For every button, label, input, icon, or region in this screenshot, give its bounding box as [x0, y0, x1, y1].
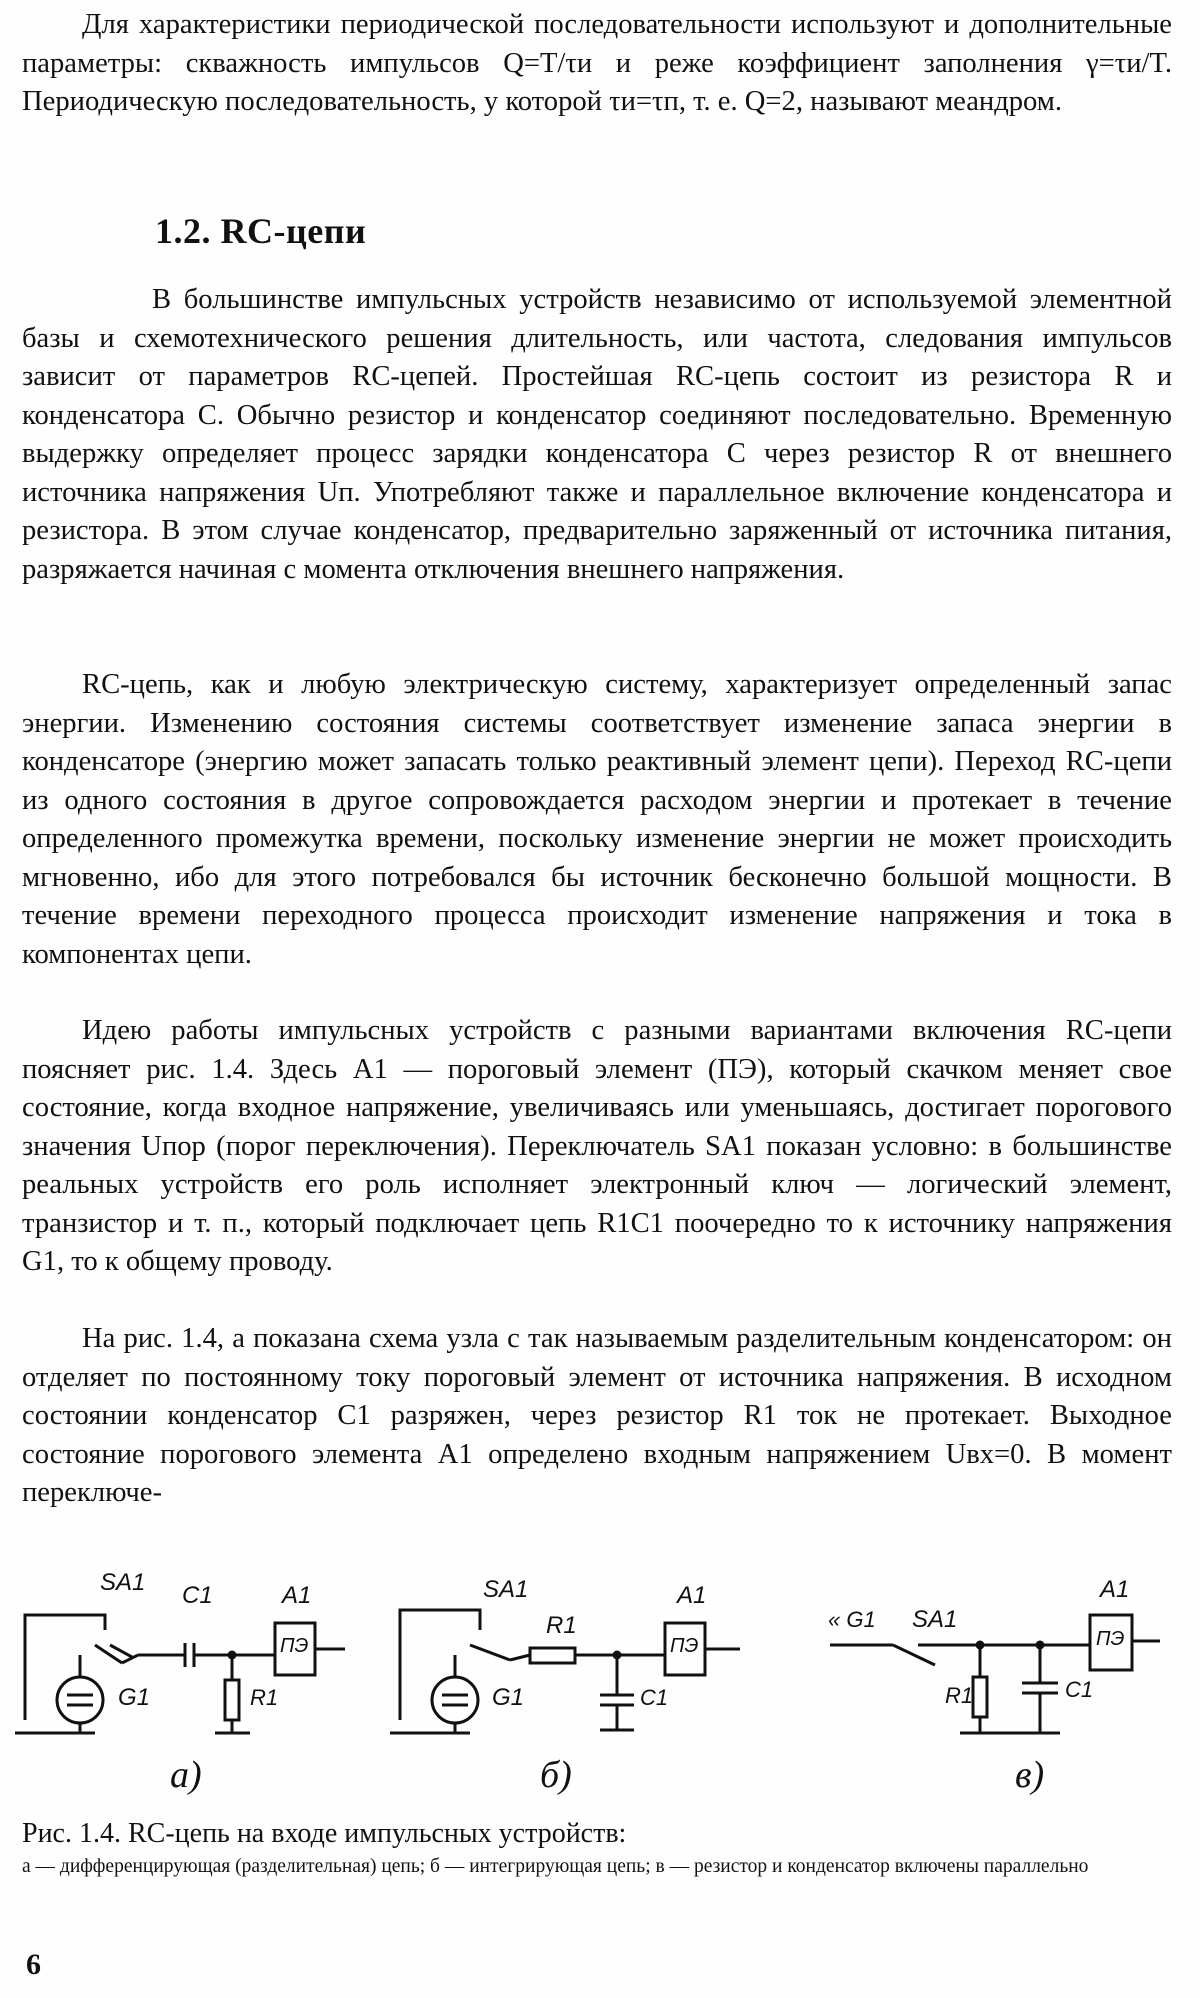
box-text-a: ПЭ [280, 1635, 309, 1657]
label-input-c: « G1 [828, 1607, 876, 1632]
section-heading: 1.2. RC-цепи [155, 211, 367, 251]
resistor-r1-b-body [530, 1648, 575, 1663]
figure-label-c: в) [1015, 1754, 1045, 1796]
label-r1-a: R1 [250, 1685, 279, 1710]
schematic-b [390, 1576, 740, 1733]
label-g1-a: G1 [118, 1684, 151, 1711]
label-sa1-c: SA1 [912, 1606, 958, 1633]
figure-caption-legend: а — дифференцирующая (разделительная) цепь; б — интегрирующая цепь; в — резистор и конденсатор включены параллельно [22, 1856, 1089, 1877]
label-c1-b: C1 [640, 1685, 669, 1710]
figure-caption-title: Рис. 1.4. RC-цепь на входе импульсных устройств: [22, 1818, 627, 1849]
source-g1-a-symbol [57, 1677, 103, 1723]
schematic-a [15, 1569, 345, 1733]
label-sa1-b: SA1 [483, 1576, 529, 1603]
body-paragraph-4: На рис. 1.4, а показана схема узла с так называемым разделительным конденсатором: он отделяет по постоянному току пороговый элемент от источника напряжения. В исходном состоянии конденсатор C1 разряжен, через резистор R1 ток не протекает. Выходное состояние порогового элемента A1 определено входным напряжением Uвх=0. В момент переключе- [22, 1323, 1172, 1508]
label-a1-a: A1 [282, 1582, 312, 1609]
body-paragraph-1: В большинстве импульсных устройств независимо от используемой элементной базы и схемотехнического решения длительность, или частота, следования импульсов зависит от параметров RC-цепей. Простейшая RC-цепь состоит из резистора R и конденсатора C. Обычно резистор и конденсатор соединяют последовательно. Временную выдержку определяет процесс зарядки конденсатора C через резистор R от внешнего источника напряжения Uп. Употребляют также и параллельное включение конденсатора и резистора. В этом случае конденсатор, предварительно заряженный от источника питания, разряжается начиная с момента отключения внешнего напряжения. [22, 284, 1172, 585]
figure-label-a: а) [170, 1754, 202, 1796]
resistor-r1-a-body [225, 1680, 239, 1720]
box-text-b: ПЭ [670, 1635, 699, 1657]
label-r1-b: R1 [546, 1612, 577, 1639]
figure-label-b: б) [540, 1754, 572, 1796]
schematic-c [828, 1576, 1160, 1733]
label-a1-c: A1 [1100, 1576, 1130, 1603]
body-paragraph-3: Идею работы импульсных устройств с разными вариантами включения RC-цепи поясняет рис. 1.4. Здесь A1 — пороговый элемент (ПЭ), который скачком меняет свое состояние, когда входное напряжение, увеличиваясь или уменьшаясь, достигает порогового значения Uпор (порог переключения). Переключатель SA1 показан условно: в большинстве реальных устройств его роль исполняет электронный ключ — логический элемент, транзистор и т. п., который подключает цепь R1C1 поочередно то к источнику напряжения G1, то к общему проводу. [22, 1015, 1172, 1277]
box-text-c: ПЭ [1096, 1628, 1125, 1650]
body-paragraph-2: RC-цепь, как и любую электрическую систему, характеризует определенный запас энергии. Изменению состояния системы соответствует изменение запаса энергии в конденсаторе (энергию может запасать только реактивный элемент цепи). Переход RC-цепи из одного состояния в другое сопровождается расходом энергии и протекает в течение определенного промежутка времени, поскольку изменение энергии не может происходить мгновенно, ибо для этого потребовался бы источник бесконечно большой мощности. В течение времени переходного процесса происходит изменение напряжения и тока в компонентах цепи. [22, 669, 1172, 970]
figure-1-4 [0, 1555, 1200, 1805]
label-c1-c: C1 [1065, 1677, 1094, 1702]
label-g1-b: G1 [492, 1684, 525, 1711]
page-number: 6 [26, 1948, 41, 1981]
label-c1-a: C1 [182, 1582, 213, 1609]
label-a1-b: A1 [677, 1582, 707, 1609]
label-r1-c: R1 [945, 1683, 974, 1708]
source-g1-b-symbol [432, 1677, 478, 1723]
intro-paragraph: Для характеристики периодической последовательности используют и дополнительные параметры: скважность импульсов Q=T/τи и реже коэффициент заполнения γ=τи/T. Периодическую последовательность, у которой τи=τп, т. е. Q=2, называют меандром. [22, 9, 1172, 117]
resistor-r1-c-body [973, 1677, 987, 1717]
label-sa1-a: SA1 [100, 1569, 146, 1596]
